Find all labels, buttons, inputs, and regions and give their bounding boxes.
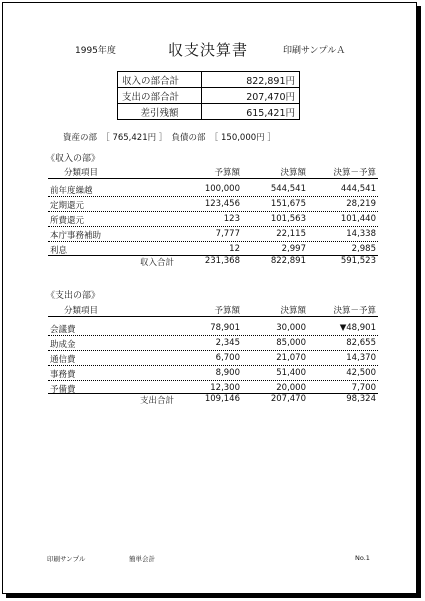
page-shadow-right — [417, 6, 421, 598]
row-diff: 82,655 — [346, 338, 376, 348]
row-name: 通信費 — [50, 355, 76, 365]
table-row — [48, 368, 378, 380]
row-diff: 101,440 — [340, 214, 376, 224]
row-actual: 151,675 — [270, 199, 306, 209]
row-actual: 85,000 — [276, 338, 306, 348]
summary-label: 収入の部合計 — [118, 72, 202, 88]
row-diff: 7,700 — [351, 383, 376, 393]
summary-label: 支出の部合計 — [118, 88, 202, 104]
print-preview-page — [2, 2, 417, 594]
table-row — [48, 214, 378, 226]
summary-row — [118, 104, 300, 120]
row-actual: 51,400 — [276, 368, 306, 378]
row-budget: 123,456 — [204, 199, 240, 209]
col-actual: 決算額 — [280, 306, 306, 316]
summary-value: 207,470円 — [202, 88, 300, 104]
total-budget: 231,368 — [204, 256, 240, 266]
table-row — [48, 199, 378, 211]
row-actual: 101,563 — [270, 214, 306, 224]
page-shadow-bottom — [6, 594, 421, 598]
summary-value: 615,421円 — [202, 104, 300, 120]
row-budget: 8,900 — [215, 368, 240, 378]
summary-label: 差引残額 — [118, 104, 202, 120]
row-name: 助成金 — [50, 340, 76, 350]
total-diff: 591,523 — [340, 256, 376, 266]
row-diff: 2,985 — [351, 244, 376, 254]
col-name: 分類項目 — [64, 168, 99, 178]
row-actual: 2,997 — [281, 244, 306, 254]
total-label: 支出合計 — [140, 396, 175, 406]
expense-heading: 《支出の部》 — [46, 291, 101, 301]
row-budget: 123 — [223, 214, 240, 224]
row-name: 定期還元 — [50, 201, 85, 211]
table-row — [48, 229, 378, 241]
row-budget: 78,901 — [210, 323, 240, 333]
summary-table — [117, 71, 300, 120]
col-diff: 決算－予算 — [333, 168, 376, 178]
col-name: 分類項目 — [64, 306, 99, 316]
row-name: 本庁事務補助 — [50, 231, 102, 241]
row-diff: 28,219 — [346, 199, 376, 209]
row-diff: 42,500 — [346, 368, 376, 378]
row-diff: ▼48,901 — [339, 323, 376, 333]
table-row — [48, 184, 378, 196]
col-actual: 決算額 — [280, 168, 306, 178]
table-row — [48, 353, 378, 365]
row-name: 前年度繰越 — [50, 186, 93, 196]
row-divider — [48, 365, 378, 366]
row-budget: 6,700 — [215, 353, 240, 363]
row-diff: 14,370 — [346, 353, 376, 363]
sample-label: 印刷サンプルＡ — [283, 46, 346, 56]
header-rule — [48, 178, 378, 179]
document-title: 収支決算書 — [168, 41, 249, 59]
row-name: 事務費 — [50, 370, 76, 380]
row-actual: 21,070 — [276, 353, 306, 363]
income-total-row — [48, 256, 378, 268]
row-name: 所費還元 — [50, 216, 85, 226]
col-diff: 決算－予算 — [333, 306, 376, 316]
row-divider — [48, 380, 378, 381]
row-budget: 12,300 — [210, 383, 240, 393]
row-actual: 22,115 — [276, 229, 306, 239]
row-actual: 544,541 — [270, 184, 306, 194]
income-heading: 《収入の部》 — [46, 154, 101, 164]
row-name: 利息 — [50, 246, 68, 256]
row-name: 予備費 — [50, 385, 76, 395]
col-budget: 予算額 — [214, 168, 240, 178]
row-divider — [48, 211, 378, 212]
fiscal-year: 1995年度 — [75, 46, 116, 56]
row-divider — [48, 350, 378, 351]
row-diff: 14,338 — [346, 229, 376, 239]
assets-liabilities: 資産の部 ［ 765,421円 ］ 負債の部 ［ 150,000円 ］ — [63, 133, 276, 143]
expense-column-header — [48, 304, 378, 316]
income-column-header — [48, 166, 378, 178]
table-row — [48, 323, 378, 335]
row-budget: 100,000 — [204, 184, 240, 194]
summary-row — [118, 72, 300, 88]
row-actual: 20,000 — [276, 383, 306, 393]
col-budget: 予算額 — [214, 306, 240, 316]
expense-total-row — [48, 394, 378, 406]
row-diff: 444,541 — [340, 184, 376, 194]
table-row — [48, 338, 378, 350]
row-divider — [48, 335, 378, 336]
footer-page-number: No.1 — [355, 554, 370, 562]
row-actual: 30,000 — [276, 323, 306, 333]
summary-row — [118, 88, 300, 104]
row-budget: 2,345 — [215, 338, 240, 348]
row-divider — [48, 241, 378, 242]
row-budget: 7,777 — [215, 229, 240, 239]
footer-center: 簡単会計 — [129, 555, 155, 563]
total-diff: 98,324 — [346, 394, 376, 404]
total-actual: 207,470 — [270, 394, 306, 404]
footer-left: 印刷サンプル — [47, 555, 86, 563]
header-rule — [48, 316, 378, 317]
total-label: 収入合計 — [140, 258, 175, 268]
total-actual: 822,891 — [270, 256, 306, 266]
row-name: 会議費 — [50, 325, 76, 335]
row-divider — [48, 226, 378, 227]
row-divider — [48, 196, 378, 197]
total-budget: 109,146 — [204, 394, 240, 404]
summary-value: 822,891円 — [202, 72, 300, 88]
row-budget: 12 — [229, 244, 240, 254]
